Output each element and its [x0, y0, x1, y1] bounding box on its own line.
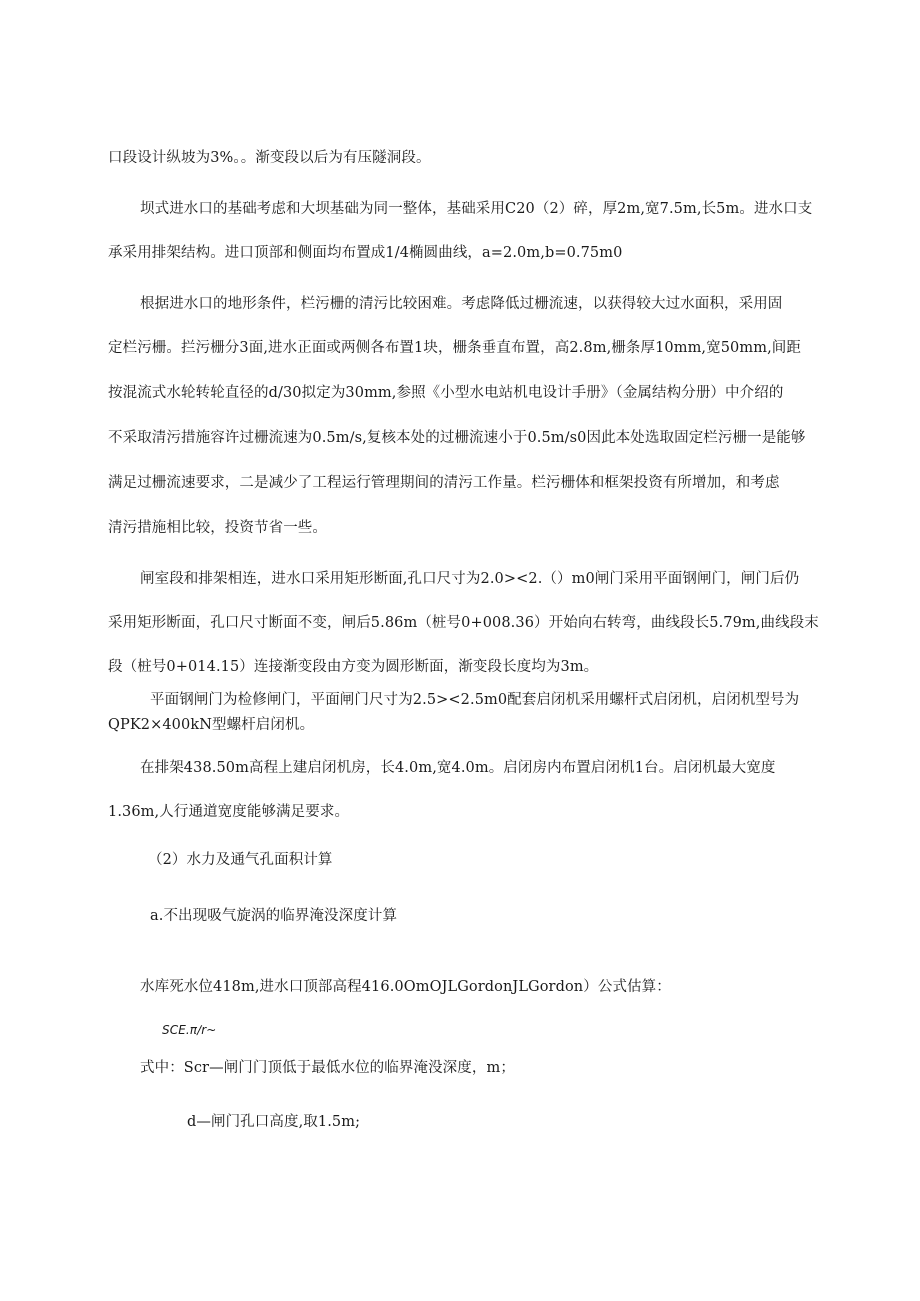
text-line-2: 坝式进水口的基础考虑和大坝基础为同一整体，基础采用C20（2）碎，厚2m,宽7.5m,长5m。进水口支: [140, 201, 813, 217]
text-line-3: 承采用排架结构。进口顶部和侧面均布置成1/4椭圆曲线，a=2.0m,b=0.75m0: [108, 245, 623, 261]
text-line-19: 水库死水位418m,进水口顶部高程416.0OmOJLGordonJLGordon）公式估算：: [140, 979, 671, 995]
text-line-5: 定栏污栅。拦污栅分3面,进水正面或两侧各布置1块，栅条垂直布置，高2.8m,栅条厚10mm,宽50mm,间距: [108, 340, 801, 356]
text-line-1: 口段设计纵坡为3%。。渐变段以后为有压隧洞段。: [108, 150, 431, 166]
subsection-heading: a.不出现吸气旋涡的临界淹没深度计算: [150, 908, 398, 924]
text-line-15: 在排架438.50m高程上建启闭机房，长4.0m,宽4.0m。启闭房内布置启闭机1台。启闭机最大宽度: [140, 760, 776, 776]
text-line-4: 根据进水口的地形条件，栏污栅的清污比较困难。考虑降低过栅流速，以获得较大过水面积，采用固: [140, 296, 783, 312]
text-line-21: 式中：Scr—闸门门顶低于最低水位的临界淹没深度，m；: [140, 1060, 515, 1076]
text-line-6: 按混流式水轮转轮直径的d/30拟定为30mm,参照《小型水电站机电设计手册》（金属结构分册）中介绍的: [108, 385, 784, 401]
text-line-13: 平面钢闸门为检修闸门，平面闸门尺寸为2.5><2.5m0配套启闭机采用螺杆式启闭机，启闭机型号为: [150, 692, 800, 708]
text-line-14: QPK2×400kN型螺杆启闭机。: [108, 717, 315, 733]
text-line-16: 1.36m,人行通道宽度能够满足要求。: [108, 804, 350, 820]
text-line-10: 闸室段和排架相连，进水口采用矩形断面,孔口尺寸为2.0><2.（）m0闸门采用平面钢闸门，闸门后仍: [140, 571, 800, 587]
formula: SCE.π∕r~: [162, 1023, 217, 1037]
section-heading: （2）水力及通气孔面积计算: [148, 852, 333, 868]
text-line-11: 采用矩形断面，孔口尺寸断面不变，闸后5.86m（桩号0+008.36）开始向右转弯，曲线段长5.79m,曲线段末: [108, 615, 819, 631]
text-line-9: 清污措施相比较，投资节省一些。: [108, 520, 327, 536]
text-line-12: 段（桩号0+014.15）连接渐变段由方变为圆形断面，渐变段长度均为3m。: [108, 659, 599, 675]
text-line-22: d—闸门孔口高度,取1.5m;: [187, 1114, 361, 1130]
text-line-7: 不采取清污措施容许过栅流速为0.5m∕s,复核本处的过栅流速小于0.5m∕s0因此本处选取固定栏污栅一是能够: [108, 430, 806, 446]
text-line-8: 满足过栅流速要求，二是减少了工程运行管理期间的清污工作量。栏污栅体和框架投资有所增加，和考虑: [108, 475, 780, 491]
